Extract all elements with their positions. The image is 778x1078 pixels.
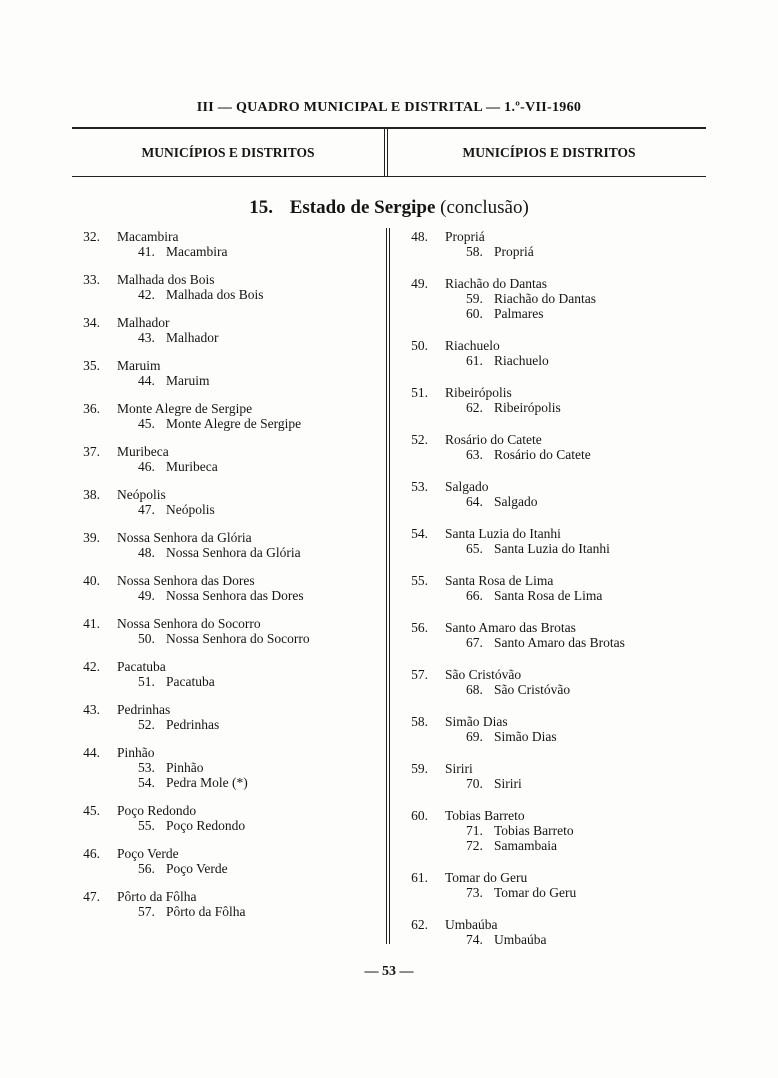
municipality-entry — [70, 573, 370, 603]
district-entry — [138, 861, 370, 876]
district-number: 41. — [138, 244, 155, 259]
municipality-entry — [70, 229, 370, 259]
municipality-entry — [398, 714, 698, 744]
district-name: Nossa Senhora do Socorro — [166, 631, 310, 646]
district-number: 44. — [138, 373, 155, 388]
district-name: Maruim — [166, 373, 210, 388]
district-name: Salgado — [494, 494, 538, 509]
municipality-number: 38. — [83, 487, 100, 502]
district-entry — [138, 588, 370, 603]
district-entry — [138, 502, 370, 517]
municipality-entry — [398, 573, 698, 603]
district-number: 61. — [466, 353, 483, 368]
municipality-entry — [398, 808, 698, 853]
municipality-entry — [398, 761, 698, 791]
district-name: Tobias Barreto — [494, 823, 574, 838]
municipality-name: Umbaúba — [445, 917, 498, 932]
municipality-name: Maruim — [117, 358, 161, 373]
district-name: Poço Redondo — [166, 818, 246, 833]
column-header-left: MUNICÍPIOS E DISTRITOS — [141, 145, 315, 160]
district-entry — [138, 674, 370, 689]
municipality-name: Simão Dias — [445, 714, 508, 729]
district-number: 52. — [138, 717, 155, 732]
district-entry — [138, 416, 370, 431]
page-number: — 53 — — [364, 964, 414, 979]
district-number: 68. — [466, 682, 483, 697]
district-name: Pinhão — [166, 760, 204, 775]
district-entry — [138, 244, 370, 259]
district-entry — [466, 244, 698, 259]
municipality-number: 49. — [411, 276, 428, 291]
district-entry — [466, 635, 698, 650]
column-divider — [386, 228, 390, 944]
district-name: Nossa Senhora da Glória — [166, 545, 301, 560]
district-entry — [138, 373, 370, 388]
municipality-name: Pôrto da Fôlha — [117, 889, 197, 904]
municipality-name: Salgado — [445, 479, 489, 494]
district-number: 59. — [466, 291, 483, 306]
district-entry — [138, 760, 370, 775]
district-name: Tomar do Geru — [494, 885, 577, 900]
district-number: 71. — [466, 823, 483, 838]
municipality-name: Macambira — [117, 229, 179, 244]
district-name: Pedrinhas — [166, 717, 220, 732]
district-name: Pôrto da Fôlha — [166, 904, 246, 919]
district-number: 43. — [138, 330, 155, 345]
district-number: 51. — [138, 674, 155, 689]
municipality-name: Malhador — [117, 315, 170, 330]
municipality-number: 56. — [411, 620, 428, 635]
district-entry — [138, 904, 370, 919]
district-entry — [138, 459, 370, 474]
section-suffix: (conclusão) — [440, 197, 529, 218]
municipality-number: 54. — [411, 526, 428, 541]
municipality-number: 53. — [411, 479, 428, 494]
district-name: Santa Luzia do Itanhi — [494, 541, 610, 556]
district-number: 55. — [138, 818, 155, 833]
municipality-name: Santa Rosa de Lima — [445, 573, 554, 588]
municipality-number: 47. — [83, 889, 100, 904]
municipality-name: Rosário do Catete — [445, 432, 542, 447]
district-entry — [138, 818, 370, 833]
section-title — [0, 197, 778, 219]
district-number: 72. — [466, 838, 483, 853]
municipality-number: 50. — [411, 338, 428, 353]
district-number: 63. — [466, 447, 483, 462]
district-entry — [466, 823, 698, 838]
header-rule — [72, 127, 706, 129]
district-entry — [466, 353, 698, 368]
municipality-number: 43. — [83, 702, 100, 717]
district-entry — [466, 541, 698, 556]
district-number: 49. — [138, 588, 155, 603]
municipality-entry — [398, 620, 698, 650]
municipality-entry — [398, 667, 698, 697]
municipality-entry — [70, 272, 370, 302]
district-name: Poço Verde — [166, 861, 228, 876]
municipality-entry — [70, 889, 370, 919]
municipality-name: Poço Redondo — [117, 803, 197, 818]
municipality-number: 33. — [83, 272, 100, 287]
municipality-entry — [70, 803, 370, 833]
district-name: Nossa Senhora das Dores — [166, 588, 304, 603]
district-entry — [466, 588, 698, 603]
municipality-number: 60. — [411, 808, 428, 823]
district-name: Samambaia — [494, 838, 557, 853]
municipality-number: 41. — [83, 616, 100, 631]
district-entry — [466, 306, 698, 321]
district-number: 64. — [466, 494, 483, 509]
municipality-number: 37. — [83, 444, 100, 459]
district-number: 56. — [138, 861, 155, 876]
municipality-entry — [70, 616, 370, 646]
district-name: Santo Amaro das Brotas — [494, 635, 625, 650]
district-entry — [138, 545, 370, 560]
municipality-name: Neópolis — [117, 487, 166, 502]
district-entry — [466, 400, 698, 415]
district-name: Umbaúba — [494, 932, 547, 947]
district-number: 42. — [138, 287, 155, 302]
municipality-entry — [70, 401, 370, 431]
district-number: 66. — [466, 588, 483, 603]
district-number: 62. — [466, 400, 483, 415]
municipality-number: 58. — [411, 714, 428, 729]
district-entry — [466, 838, 698, 853]
district-number: 74. — [466, 932, 483, 947]
municipality-number: 45. — [83, 803, 100, 818]
municipality-name: Tomar do Geru — [445, 870, 528, 885]
municipality-number: 57. — [411, 667, 428, 682]
municipality-name: Nossa Senhora do Socorro — [117, 616, 261, 631]
municipality-name: Siriri — [445, 761, 473, 776]
district-number: 60. — [466, 306, 483, 321]
district-number: 58. — [466, 244, 483, 259]
municipality-number: 39. — [83, 530, 100, 545]
municipality-entry — [70, 530, 370, 560]
municipality-number: 52. — [411, 432, 428, 447]
district-number: 46. — [138, 459, 155, 474]
district-entry — [138, 330, 370, 345]
district-name: Santa Rosa de Lima — [494, 588, 603, 603]
municipality-entry — [398, 870, 698, 900]
district-name: São Cristóvão — [494, 682, 571, 697]
municipality-name: Propriá — [445, 229, 485, 244]
municipality-entry — [70, 659, 370, 689]
municipality-name: Poço Verde — [117, 846, 179, 861]
municipality-number: 35. — [83, 358, 100, 373]
municipality-entry — [70, 444, 370, 474]
district-entry — [466, 776, 698, 791]
district-number: 69. — [466, 729, 483, 744]
municipality-name: Pacatuba — [117, 659, 166, 674]
column-divider-header — [384, 129, 388, 176]
district-number: 54. — [138, 775, 155, 790]
municipality-number: 32. — [83, 229, 100, 244]
district-number: 53. — [138, 760, 155, 775]
municipality-name: Santo Amaro das Brotas — [445, 620, 576, 635]
district-number: 48. — [138, 545, 155, 560]
district-entry — [466, 447, 698, 462]
municipality-number: 62. — [411, 917, 428, 932]
municipality-number: 48. — [411, 229, 428, 244]
district-name: Neópolis — [166, 502, 215, 517]
municipality-name: Muribeca — [117, 444, 169, 459]
district-entry — [466, 291, 698, 306]
municipality-entry — [398, 526, 698, 556]
district-number: 65. — [466, 541, 483, 556]
district-number: 73. — [466, 885, 483, 900]
district-entry — [466, 682, 698, 697]
municipality-name: Nossa Senhora das Dores — [117, 573, 255, 588]
district-name: Ribeirópolis — [494, 400, 561, 415]
district-name: Pacatuba — [166, 674, 215, 689]
section-number: 15. — [249, 197, 273, 218]
district-entry — [138, 287, 370, 302]
municipality-name: Tobias Barreto — [445, 808, 525, 823]
municipality-entry — [398, 276, 698, 321]
right-column — [398, 229, 698, 947]
municipality-name: Malhada dos Bois — [117, 272, 215, 287]
municipality-number: 34. — [83, 315, 100, 330]
district-number: 50. — [138, 631, 155, 646]
district-name: Rosário do Catete — [494, 447, 591, 462]
district-number: 67. — [466, 635, 483, 650]
district-name: Muribeca — [166, 459, 218, 474]
municipality-number: 51. — [411, 385, 428, 400]
municipality-entry — [398, 917, 698, 947]
municipality-entry — [70, 745, 370, 790]
district-entry — [138, 775, 370, 790]
municipality-name: Nossa Senhora da Glória — [117, 530, 252, 545]
district-number: 57. — [138, 904, 155, 919]
municipality-entry — [398, 479, 698, 509]
district-name: Riachuelo — [494, 353, 549, 368]
municipality-entry — [398, 432, 698, 462]
municipality-name: Riachão do Dantas — [445, 276, 547, 291]
district-name: Monte Alegre de Sergipe — [166, 416, 302, 431]
district-name: Palmares — [494, 306, 544, 321]
district-number: 45. — [138, 416, 155, 431]
district-name: Riachão do Dantas — [494, 291, 596, 306]
municipality-entry — [70, 702, 370, 732]
district-entry — [138, 631, 370, 646]
municipality-name: Pedrinhas — [117, 702, 171, 717]
municipality-name: Pinhão — [117, 745, 155, 760]
district-entry — [138, 717, 370, 732]
district-name: Siriri — [494, 776, 522, 791]
district-number: 70. — [466, 776, 483, 791]
municipality-name: São Cristóvão — [445, 667, 522, 682]
municipality-name: Santa Luzia do Itanhi — [445, 526, 561, 541]
municipality-entry — [70, 846, 370, 876]
section-state-name: Estado de Sergipe — [289, 197, 436, 218]
municipality-entry — [70, 315, 370, 345]
municipality-number: 55. — [411, 573, 428, 588]
district-name: Pedra Mole (*) — [166, 775, 248, 790]
district-entry — [466, 932, 698, 947]
municipality-entry — [398, 338, 698, 368]
municipality-entry — [398, 229, 698, 259]
municipality-entry — [70, 358, 370, 388]
municipality-number: 44. — [83, 745, 100, 760]
district-entry — [466, 494, 698, 509]
municipality-number: 36. — [83, 401, 100, 416]
municipality-number: 59. — [411, 761, 428, 776]
district-name: Propriá — [494, 244, 534, 259]
municipality-number: 46. — [83, 846, 100, 861]
municipality-entry — [70, 487, 370, 517]
municipality-name: Ribeirópolis — [445, 385, 512, 400]
municipality-number: 61. — [411, 870, 428, 885]
district-entry — [466, 885, 698, 900]
district-name: Malhador — [166, 330, 219, 345]
district-entry — [466, 729, 698, 744]
district-name: Malhada dos Bois — [166, 287, 264, 302]
column-header-rule — [72, 176, 706, 177]
municipality-entry — [398, 385, 698, 415]
left-column — [70, 229, 370, 919]
district-number: 47. — [138, 502, 155, 517]
page-header: III — QUADRO MUNICIPAL E DISTRITAL — 1.º-VII-1960 — [196, 100, 582, 115]
municipality-number: 42. — [83, 659, 100, 674]
municipality-number: 40. — [83, 573, 100, 588]
municipality-name: Riachuelo — [445, 338, 500, 353]
column-header-right: MUNICÍPIOS E DISTRITOS — [462, 145, 636, 160]
district-name: Macambira — [166, 244, 228, 259]
district-name: Simão Dias — [494, 729, 557, 744]
municipality-name: Monte Alegre de Sergipe — [117, 401, 253, 416]
